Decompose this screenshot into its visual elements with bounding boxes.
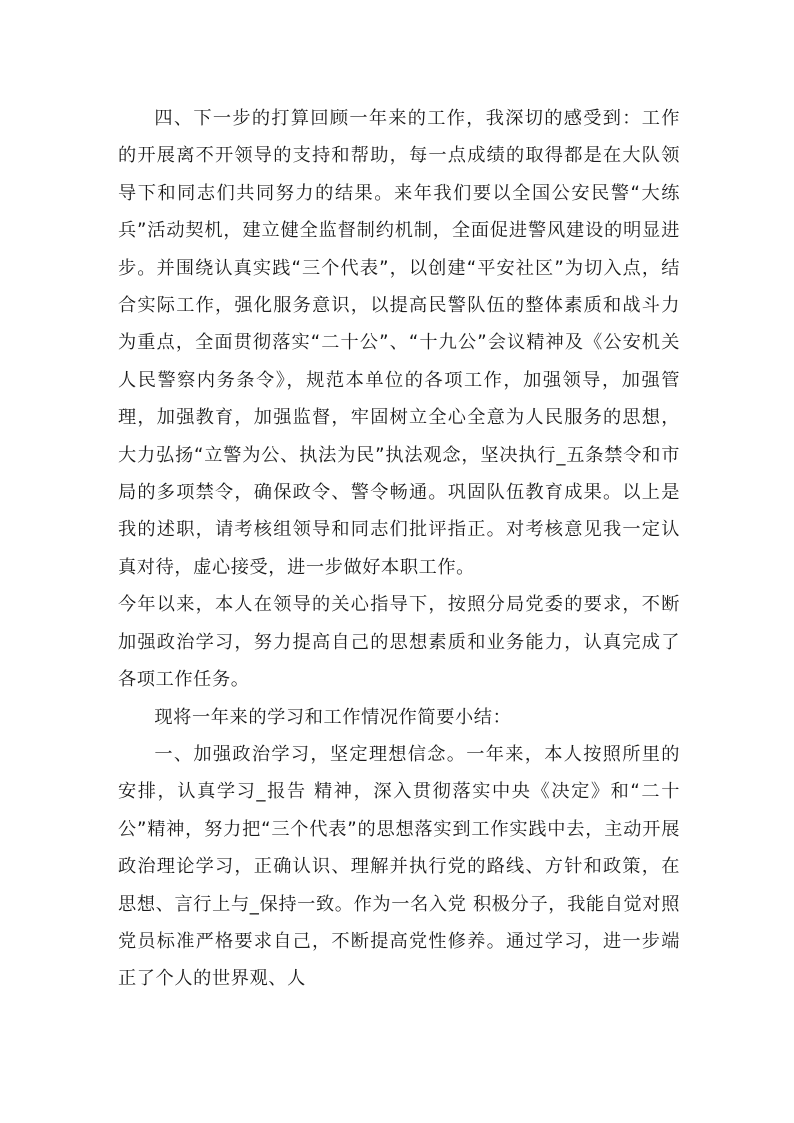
paragraph-next-steps: 四、下一步的打算回顾一年来的工作，我深切的感受到：工作的开展离不开领导的支持和帮助，每一点成绩的取得都是在大队领导下和同志们共同努力的结果。来年我们要以全国公安民警“大练兵”活动契机，建立健全监督制约机制，全面促进警风建设的明显进步。并围绕认真实践“三个代表”，以创建“平安社区”为切入点，结合实际工作，强化服务意识，以提高民警队伍的整体素质和战斗力为重点，全面贯彻落实“二十公”、“十九公”会议精神及《公安机关人民警察内务条令》，规范本单位的各项工作，加强领导，加强管理，加强教育，加强监督，牢固树立全心全意为人民服务的思想，大力弘扬“立警为公、执法为民”执法观念，坚决执行_五条禁令和市局的多项禁令，确保政令、警令畅通。巩固队伍教育成果。以上是我的述职，请考核组领导和同志们批评指正。对考核意见我一定认真对待，虚心接受，进一步做好本职工作。: [118, 108, 680, 578]
document-body: [118, 100, 680, 998]
paragraph-summary-lead: 现将一年来的学习和工作情况作简要小结：: [154, 706, 512, 728]
paragraph-political-study: 一、加强政治学习，坚定理想信念。一年来，本人按照所里的安排，认真学习_报告 精神，深入贯彻落实中央《决定》和“二十公”精神，努力把“三个代表”的思想落实到工作实践中去，主动开展政治理论学习，正确认识、理解并执行党的路线、方针和政策，在思想、言行上与_保持一致。作为一名入党 积极分子，我能自觉对照党员标准严格要求自己，不断提高党性修养。通过学习，进一步端正了个人的世界观、人: [118, 743, 680, 990]
paragraph-this-year-intro: 今年以来，本人在领导的关心指导下，按照分局党委的要求，不断加强政治学习，努力提高自己的思想素质和业务能力，认真完成了各项工作任务。: [118, 594, 680, 691]
